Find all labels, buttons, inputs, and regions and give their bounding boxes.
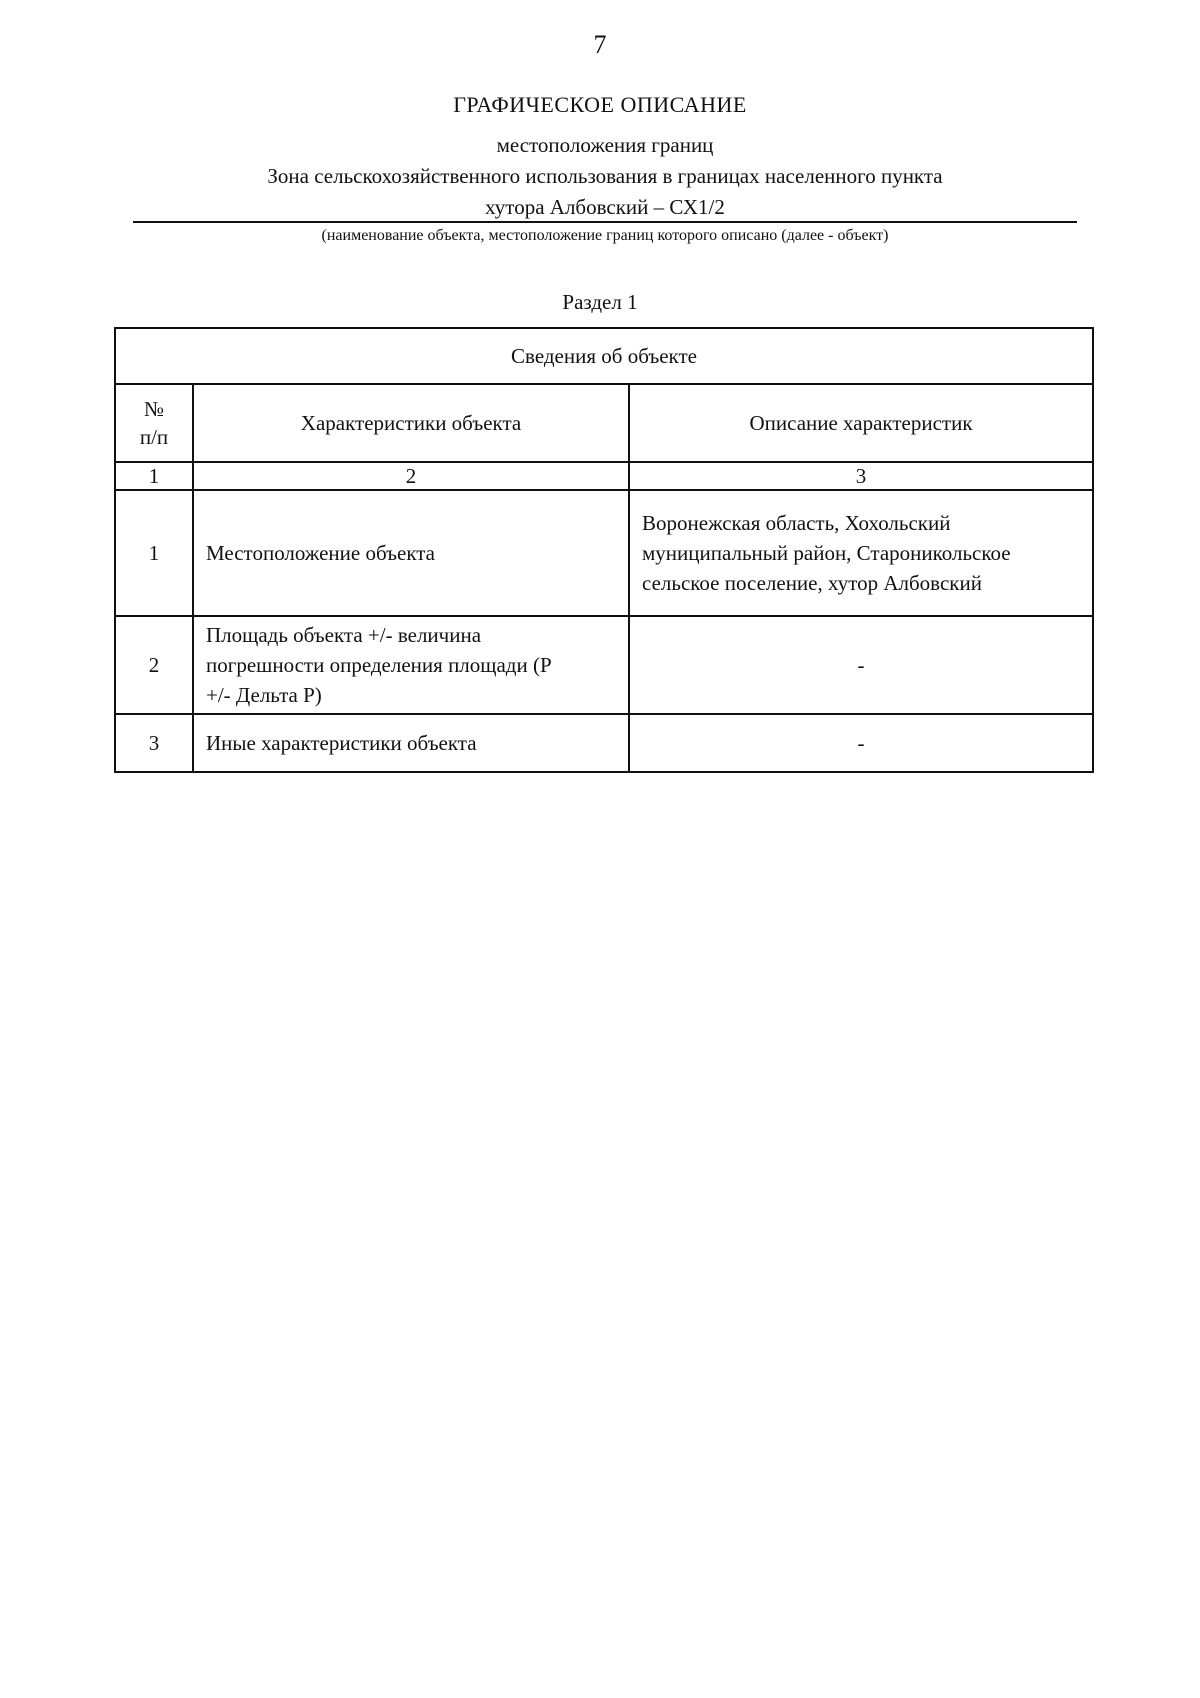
subtitle-line: хутора Албовский – СХ1/2	[485, 195, 725, 219]
document-title: ГРАФИЧЕСКОЕ ОПИСАНИЕ	[453, 92, 747, 117]
row-number: 3	[115, 714, 193, 772]
row-number: 1	[115, 490, 193, 616]
table-row	[115, 714, 1093, 772]
table-caption: Сведения об объекте	[115, 328, 1093, 384]
subtitle-line: местоположения границ	[496, 133, 714, 157]
column-index-row	[115, 462, 1093, 490]
row-characteristic: Площадь объекта +/- величина погрешности определения площади (Р +/- Дельта Р)	[193, 616, 629, 714]
column-index: 2	[193, 462, 629, 490]
header-number: № п/п	[115, 384, 193, 462]
table-caption-row	[115, 328, 1093, 384]
page-number: 7	[593, 30, 607, 59]
table-header-row	[115, 384, 1093, 462]
object-info-table	[114, 327, 1094, 773]
row-description: -	[629, 714, 1093, 772]
table-row	[115, 616, 1093, 714]
row-characteristic: Иные характеристики объекта	[193, 714, 629, 772]
column-index: 1	[115, 462, 193, 490]
subtitle-line: Зона сельскохозяйственного использования в границах населенного пункта	[267, 164, 943, 188]
title-caption: (наименование объекта, местоположение границ которого описано (далее - объект)	[321, 227, 889, 244]
subtitle-block	[133, 130, 1077, 223]
row-description: -	[629, 616, 1093, 714]
column-index: 3	[629, 462, 1093, 490]
header-characteristics: Характеристики объекта	[193, 384, 629, 462]
title-underline	[133, 221, 1077, 223]
header-description: Описание характеристик	[629, 384, 1093, 462]
row-number: 2	[115, 616, 193, 714]
row-characteristic: Местоположение объекта	[193, 490, 629, 616]
row-description: Воронежская область, Хохольский муниципальный район, Староникольское сельское поселение, хутор Албовский	[629, 490, 1093, 616]
section-heading: Раздел 1	[562, 290, 638, 314]
table-row	[115, 490, 1093, 616]
